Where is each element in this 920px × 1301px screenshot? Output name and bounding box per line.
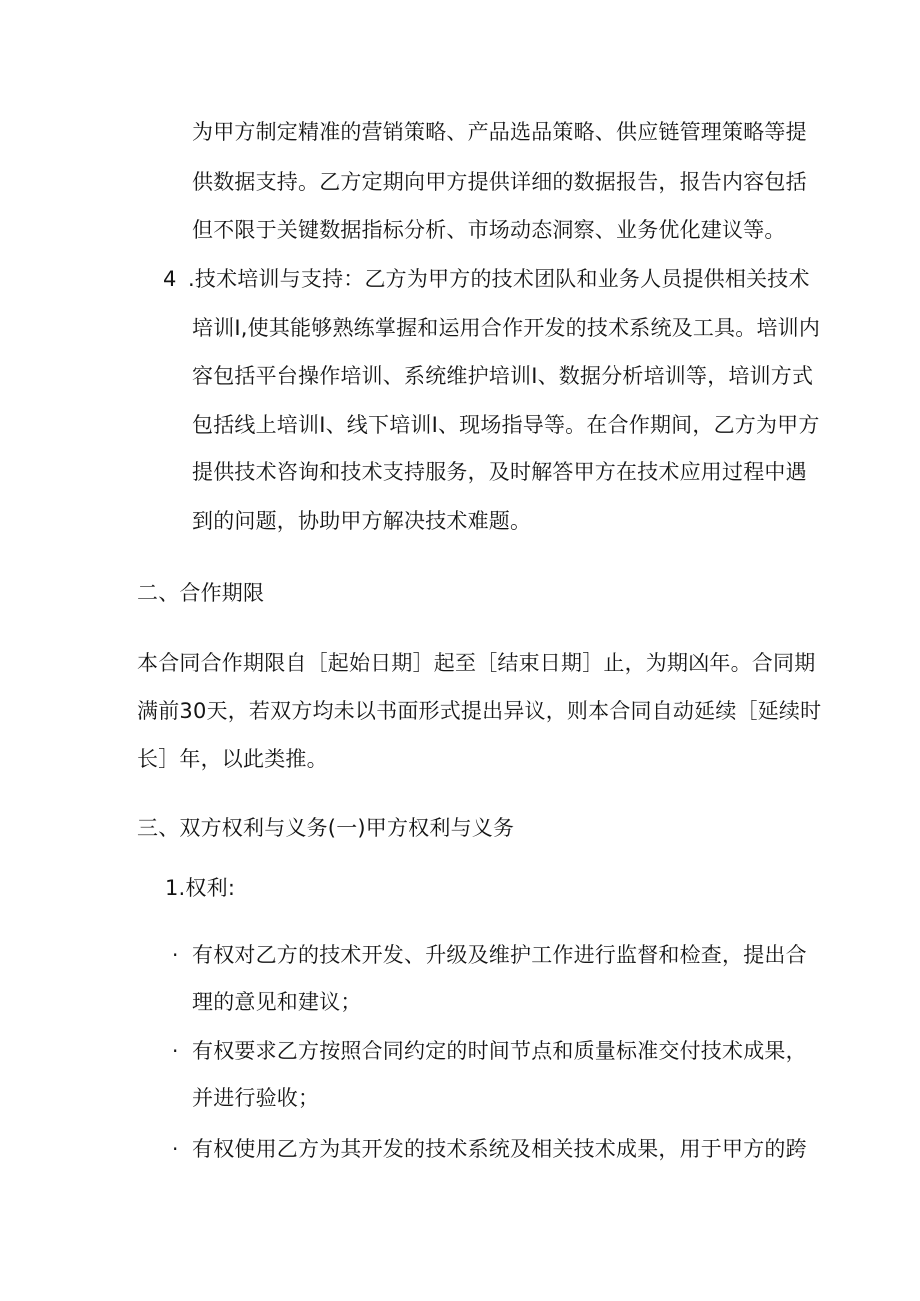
bullet-1-line-2: 理的意见和建议； xyxy=(192,990,362,1014)
section3-heading: 三、双方权利与义务(一)甲方权利与义务 xyxy=(137,816,515,840)
item4-line-4: 包括线上培训I、线下培训I、现场指导等。在合作期间，乙方为甲方 xyxy=(192,413,820,437)
item4-line-1: .技术培训与支持：乙方为甲方的技术团队和业务人员提供相关技术 xyxy=(188,267,810,291)
item4-line-6: 到的问题，协助甲方解决技术难题。 xyxy=(192,509,532,533)
bullet-dot: · xyxy=(172,1039,179,1063)
bullet-2-line-2: 并进行验收； xyxy=(192,1086,320,1110)
item4-line-2: 培训I,使其能够熟练掌握和运用合作开发的技术系统及工具。培训内 xyxy=(192,316,821,340)
item4-line-5: 提供技术咨询和技术支持服务，及时解答甲方在技术应用过程中遇 xyxy=(192,460,807,484)
bullet-2-line-1: 有权要求乙方按照合同约定的时间节点和质量标准交付技术成果， xyxy=(192,1039,807,1063)
section2-line-1: 本合同合作期限自［起始日期］起至［结束日期］止，为期凶年。合同期 xyxy=(137,651,816,675)
item3-line-3: 但不限于关键数据指标分析、市场动态洞察、业务优化建议等。 xyxy=(192,218,786,242)
bullet-1-line-1: 有权对乙方的技术开发、升级及维护工作进行监督和检查，提出合 xyxy=(192,943,807,967)
item3-line-2: 供数据支持。乙方定期向甲方提供详细的数据报告，报告内容包括 xyxy=(192,170,807,194)
item4-line-3: 容包括平台操作培训、系统维护培训I、数据分析培训等，培训方式 xyxy=(192,364,814,388)
item3-line-1: 为甲方制定精准的营销策略、产品选品策略、供应链管理策略等提 xyxy=(192,120,807,144)
bullet-dot: · xyxy=(172,943,179,967)
bullet-dot: · xyxy=(172,1137,179,1161)
section2-line-2: 满前30天，若双方均未以书面形式提出异议，则本合同自动延续［延续时 xyxy=(137,699,822,723)
item4-number: 4 xyxy=(163,267,177,291)
bullet-3-line-1: 有权使用乙方为其开发的技术系统及相关技术成果，用于甲方的跨 xyxy=(192,1137,807,1161)
section2-heading: 二、合作期限 xyxy=(137,581,265,605)
section3-subheading: 1.权利: xyxy=(165,876,236,900)
section2-line-3: 长］年，以此类推。 xyxy=(137,747,328,771)
